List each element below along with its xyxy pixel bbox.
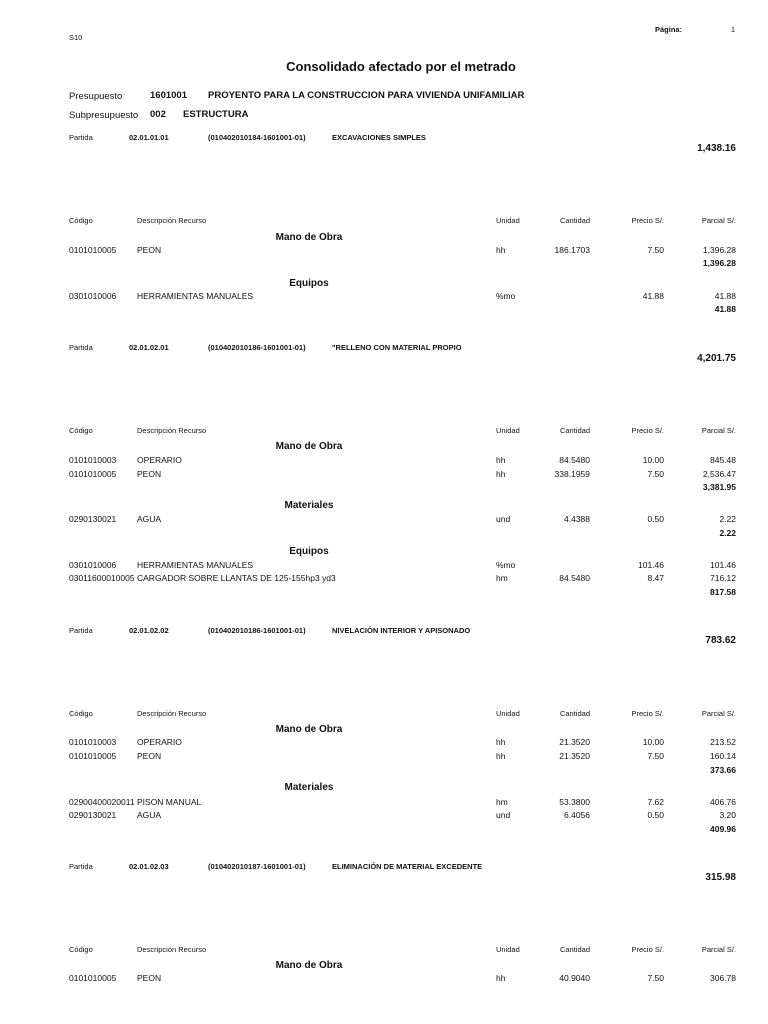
cell-codigo: 0301010006 [69, 291, 117, 301]
cell-unidad: hh [496, 245, 506, 255]
cell-parcial: 213.52 [710, 737, 736, 747]
cell-cantidad: 84.5480 [559, 455, 590, 465]
col-codigo: Código [69, 945, 93, 954]
cell-precio: 101.46 [638, 560, 664, 570]
group-title: Mano de Obra [275, 232, 343, 243]
cell-parcial: 406.76 [710, 797, 736, 807]
cell-unidad: hh [496, 737, 506, 747]
col-cantidad: Cantidad [559, 216, 590, 225]
partida-total: 783.62 [705, 635, 736, 646]
col-unidad: Unidad [496, 216, 520, 225]
col-precio: Precio S/. [631, 709, 664, 718]
cell-descripcion: HERRAMIENTAS MANUALES [137, 560, 254, 570]
cell-precio: 41.88 [642, 291, 664, 301]
cell-cantidad: 6.4056 [564, 810, 590, 820]
col-unidad: Unidad [496, 945, 520, 954]
cell-codigo: 0101010005 [69, 751, 117, 761]
col-precio: Precio S/. [631, 216, 664, 225]
col-parcial: Parcial S/. [701, 426, 736, 435]
col-descripcion: Descripción Recurso [137, 945, 207, 954]
col-cantidad: Cantidad [559, 945, 590, 954]
cell-precio: 10.00 [642, 737, 664, 747]
cell-descripcion: AGUA [137, 810, 162, 820]
cell-codigo: 0290130021 [69, 810, 117, 820]
cell-precio: 0.50 [647, 810, 664, 820]
cell-unidad: und [496, 514, 511, 524]
cell-unidad: %mo [496, 560, 516, 570]
cell-cantidad: 338.1959 [554, 469, 590, 479]
cell-parcial: 101.46 [710, 560, 736, 570]
col-cantidad: Cantidad [559, 709, 590, 718]
col-unidad: Unidad [496, 709, 520, 718]
col-precio: Precio S/. [631, 426, 664, 435]
cell-parcial: 845.48 [710, 455, 736, 465]
partida-ref: (010402010184-1601001-01) [208, 133, 306, 142]
group-subtotal: 409.96 [710, 824, 736, 834]
cell-cantidad: 186.1703 [554, 245, 590, 255]
presupuesto-code: 1601001 [150, 90, 187, 101]
cell-unidad: hm [496, 797, 508, 807]
partida-name: "RELLENO CON MATERIAL PROPIO [332, 343, 462, 352]
subpresupuesto-code: 002 [150, 109, 166, 120]
group-title: Materiales [284, 782, 334, 793]
cell-precio: 7.50 [647, 469, 664, 479]
cell-descripcion: OPERARIO [137, 737, 182, 747]
col-parcial: Parcial S/. [701, 709, 736, 718]
col-codigo: Código [69, 709, 93, 718]
group-subtotal: 373.66 [710, 765, 736, 775]
page-title: Consolidado afectado por el metrado [286, 59, 516, 74]
cell-parcial: 2.22 [719, 514, 736, 524]
cell-codigo: 0101010005 [69, 973, 117, 983]
cell-descripcion: PEON [137, 751, 162, 761]
cell-parcial: 716.12 [710, 573, 736, 583]
group-title: Equipos [289, 546, 329, 557]
partida-name: EXCAVACIONES SIMPLES [332, 133, 426, 142]
partida-ref: (010402010186-1601001-01) [208, 343, 306, 352]
cell-parcial: 306.78 [710, 973, 736, 983]
cell-precio: 0.50 [647, 514, 664, 524]
cell-cantidad: 21.3520 [559, 751, 590, 761]
col-parcial: Parcial S/. [701, 945, 736, 954]
partida-label: Partida [69, 862, 93, 871]
group-title: Mano de Obra [275, 960, 343, 971]
col-descripcion: Descripción Recurso [137, 709, 207, 718]
col-codigo: Código [69, 216, 93, 225]
cell-parcial: 1,396.28 [702, 245, 736, 255]
col-cantidad: Cantidad [559, 426, 590, 435]
partida-name: ELIMINACIÓN DE MATERIAL EXCEDENTE [332, 862, 483, 871]
group-subtotal: 817.58 [710, 587, 736, 597]
cell-parcial: 2,536.47 [702, 469, 736, 479]
cell-parcial: 160.14 [710, 751, 736, 761]
subpresupuesto-label: Subpresupuesto [69, 110, 139, 121]
cell-unidad: hh [496, 469, 506, 479]
cell-cantidad: 53.3800 [559, 797, 590, 807]
cell-precio: 7.50 [647, 751, 664, 761]
partida-label: Partida [69, 626, 93, 635]
col-descripcion: Descripción Recurso [137, 216, 207, 225]
cell-precio: 7.62 [647, 797, 664, 807]
cell-unidad: %mo [496, 291, 516, 301]
cell-precio: 7.50 [647, 973, 664, 983]
cell-precio: 10.00 [642, 455, 664, 465]
cell-descripcion: PEON [137, 245, 162, 255]
cell-unidad: hh [496, 751, 506, 761]
cell-descripcion: AGUA [137, 514, 162, 524]
col-codigo: Código [69, 426, 93, 435]
partida-name: NIVELACIÓN INTERIOR Y APISONADO [332, 626, 471, 635]
group-subtotal: 41.88 [714, 304, 736, 314]
cell-codigo: 0101010005 [69, 245, 117, 255]
partida-total: 1,438.16 [697, 143, 736, 154]
group-subtotal: 3,381.95 [702, 482, 736, 492]
group-title: Mano de Obra [275, 724, 343, 735]
cell-descripcion: PEON [137, 469, 162, 479]
cell-precio: 7.50 [647, 245, 664, 255]
cell-cantidad: 40.9040 [559, 973, 590, 983]
partida-total: 4,201.75 [697, 353, 736, 364]
col-precio: Precio S/. [631, 945, 664, 954]
partida-code: 02.01.02.03 [129, 862, 169, 871]
cell-codigo: 0301010006 [69, 560, 117, 570]
page-label: Página: [655, 25, 683, 34]
cell-unidad: hm [496, 573, 508, 583]
cell-descripcion: PISON MANUAL [137, 797, 202, 807]
group-title: Equipos [289, 278, 329, 289]
cell-descripcion: OPERARIO [137, 455, 182, 465]
group-subtotal: 1,396.28 [702, 258, 736, 268]
group-title: Materiales [284, 500, 334, 511]
cell-codigo: 0101010003 [69, 455, 117, 465]
partida-code: 02.01.02.01 [129, 343, 169, 352]
col-descripcion: Descripción Recurso [137, 426, 207, 435]
group-title: Mano de Obra [275, 441, 343, 452]
cell-cantidad: 4.4388 [564, 514, 590, 524]
cell-codigo: 03011600010005 [69, 573, 135, 583]
group-subtotal: 2.22 [719, 528, 736, 538]
subpresupuesto-name: ESTRUCTURA [183, 109, 249, 120]
cell-codigo: 0290130021 [69, 514, 117, 524]
partida-ref: (010402010187-1601001-01) [208, 862, 306, 871]
report-code: S10 [69, 33, 83, 42]
cell-descripcion: PEON [137, 973, 162, 983]
partida-label: Partida [69, 343, 93, 352]
partida-code: 02.01.01.01 [129, 133, 169, 142]
col-unidad: Unidad [496, 426, 520, 435]
col-parcial: Parcial S/. [701, 216, 736, 225]
partida-ref: (010402010186-1601001-01) [208, 626, 306, 635]
page-number: 1 [730, 25, 735, 34]
cell-parcial: 41.88 [714, 291, 736, 301]
partida-total: 315.98 [705, 872, 736, 883]
cell-cantidad: 84.5480 [559, 573, 590, 583]
cell-unidad: und [496, 810, 511, 820]
cell-codigo: 0101010003 [69, 737, 117, 747]
cell-cantidad: 21.3520 [559, 737, 590, 747]
presupuesto-name: PROYENTO PARA LA CONSTRUCCION PARA VIVIENDA UNIFAMILIAR [208, 90, 525, 101]
cell-parcial: 3.20 [719, 810, 736, 820]
cell-codigo: 0101010005 [69, 469, 117, 479]
cell-precio: 8.47 [647, 573, 664, 583]
cell-descripcion: CARGADOR SOBRE LLANTAS DE 125-155hp3 yd3 [137, 573, 336, 583]
presupuesto-label: Presupuesto [69, 91, 123, 102]
cell-descripcion: HERRAMIENTAS MANUALES [137, 291, 254, 301]
partida-code: 02.01.02.02 [129, 626, 169, 635]
cell-codigo: 02900400020011 [69, 797, 135, 807]
partida-label: Partida [69, 133, 93, 142]
cell-unidad: hh [496, 455, 506, 465]
cell-unidad: hh [496, 973, 506, 983]
